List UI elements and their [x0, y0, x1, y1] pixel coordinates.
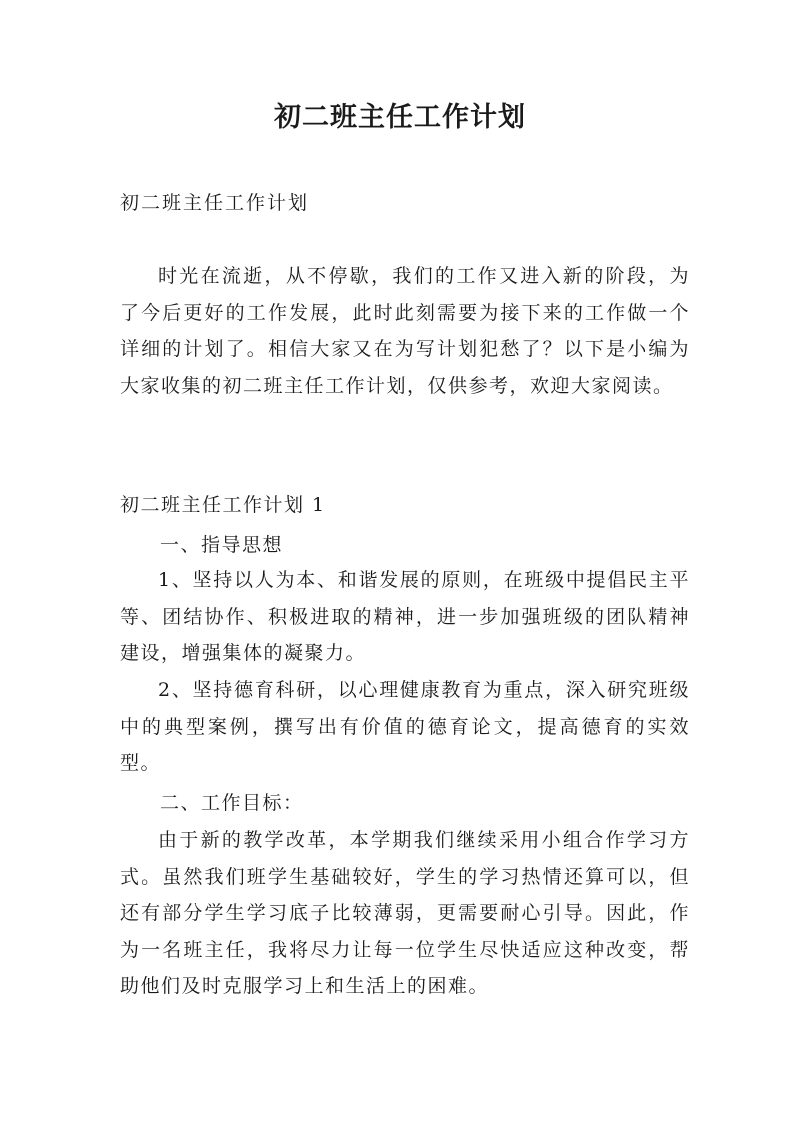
goal-paragraph: 由于新的教学改革，本学期我们继续采用小组合作学习方式。虽然我们班学生基础较好，学生的学习热情还算可以，但还有部分学生学习底子比较薄弱，更需要耐心引导。因此，作为一名班主任，我将尽力让每一位学生尽快适应这种改变，帮助他们及时克服学习上和生活上的困难。: [120, 829, 690, 997]
part-one-heading: 一、指导思想: [160, 534, 284, 556]
principle-item-one: 1、坚持以人为本、和谐发展的原则，在班级中提倡民主平等、团结协作、积极进取的精神，进一步加强班级的团队精神建设，增强集体的凝聚力。: [120, 569, 690, 664]
section-heading: 初二班主任工作计划 1: [120, 494, 326, 516]
intro-paragraph: 时光在流逝，从不停歇，我们的工作又进入新的阶段，为了今后更好的工作发展，此时此刻需要为接下来的工作做一个详细的计划了。相信大家又在为写计划犯愁了？以下是小编为大家收集的初二班主任工作计划，仅供参考，欢迎大家阅读。: [120, 265, 690, 397]
part-two-heading: 二、工作目标：: [160, 792, 304, 814]
document-subtitle: 初二班主任工作计划: [120, 192, 310, 214]
principle-item-two: 2、坚持德育科研，以心理健康教育为重点，深入研究班级中的典型案例，撰写出有价值的德育论文，提高德育的实效型。: [120, 679, 690, 774]
document-title: 初二班主任工作计划: [274, 102, 526, 133]
